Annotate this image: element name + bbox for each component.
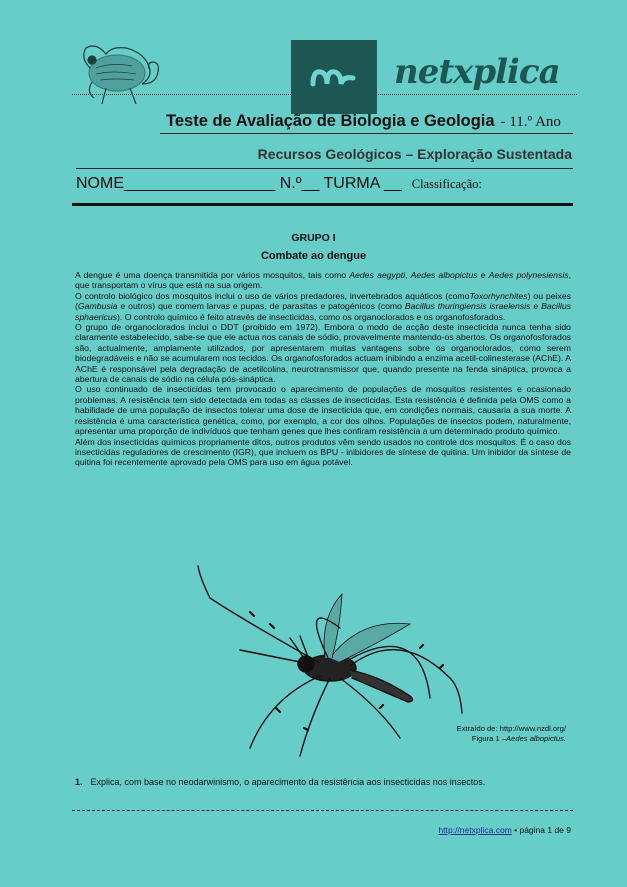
text-run: A dengue é uma doença transmitida por vários mosquitos, tais como <box>75 270 350 280</box>
section-title: Combate ao dengue <box>260 250 367 262</box>
species-name: Aedes aegypti <box>349 270 406 280</box>
question-1 <box>75 777 575 787</box>
group-title: GRUPO I <box>291 232 336 244</box>
paragraph-2 <box>75 291 571 322</box>
species-name: Toxorhynchites <box>469 290 528 301</box>
caption-species: Aedes albopictus. <box>506 733 566 743</box>
paragraph-1 <box>75 270 571 291</box>
student-info-line <box>76 175 482 193</box>
species-name: Gambusia <box>77 301 118 312</box>
question-number: 1. <box>75 777 83 787</box>
species-name: Bacillus thuringiensis israelensis <box>404 301 531 312</box>
text-run: e <box>477 270 489 280</box>
text-run: , <box>405 270 411 280</box>
netxplica-logo-mark <box>291 40 377 114</box>
subtitle-rule <box>76 168 573 169</box>
text-run: ). O controlo químico é feito através de insecticidas, como os organoclorados e os organofosforados. <box>117 311 506 322</box>
footer-dashed-rule <box>72 810 573 811</box>
caption-label: Figura 1 – <box>471 733 507 743</box>
test-subtitle: Recursos Geológicos – Exploração Sustentada <box>257 146 572 162</box>
header-thick-rule <box>72 203 573 206</box>
figure-credit <box>400 724 566 743</box>
species-name: Bacillus sphaericus <box>75 301 572 322</box>
question-text: Explica, com base no neodarwinismo, o aparecimento da resistência aos insecticidas nos insectos. <box>90 777 486 787</box>
paragraph-3: O grupo de organoclorados inclui o DDT (proibido em 1972). Embora o modo de acção deste insecticida nunca tenha sido claramente estabelecido, sabe-se que ele actua nos canais de sódio, provavelmente mantendo-os abertos. Os organofosforados são, actualmente, amplamente utilizados, por apresentarem muitas vantagens sobre os organoclorados, como serem biodegradáveis e não se acumularem nos tecidos. Os organofosforados actuam inibindo a enzima acetil-colinesterase (AChE). A AChE é responsável pela degradação de acetilcolina, neurotransmissor que, quando presente na fenda sináptica, provoca a abertura de canais de sódio na célula pós-sináptica. <box>75 322 571 385</box>
classification-label: Classificação: <box>411 177 482 191</box>
species-name: Aedes albopictus <box>410 270 478 280</box>
figure-caption <box>400 734 566 744</box>
test-title-text: Teste de Avaliação de Biologia e Geologia <box>166 112 495 130</box>
page-number: • página 1 de 9 <box>511 825 571 835</box>
text-run: , que transportam o vírus que está na sua origem. <box>75 270 572 291</box>
species-name: Aedes polynesiensis <box>488 270 569 280</box>
page-footer <box>439 825 571 835</box>
text-run: O controlo biológico dos mosquitos inclui o uso de vários predadores, invertebrados aquáticos (como <box>75 290 470 301</box>
title-rule <box>160 133 573 134</box>
chameleon-logo-icon <box>72 38 167 113</box>
wave-m-icon <box>291 40 377 114</box>
test-title <box>166 112 561 131</box>
reading-passage <box>75 270 571 468</box>
figure-source: Extraído de: http://www.nzdl.org/ <box>456 724 566 733</box>
school-year: - 11.º Ano <box>500 114 561 130</box>
site-link[interactable]: http://netxplica.com <box>438 825 512 835</box>
name-number-class-fields: NOME_________________ N.º__ TURMA __ <box>76 175 402 192</box>
paragraph-5: Além dos insecticidas químicos propriamente ditos, outros produtos vêm sendo usados no controle dos mosquitos. É o caso dos insecticidas reguladores de crescimento (IGR), que incluem os BPU - inibidores de síntese de quitina. Um inibidor da síntese de quitina foi recentemente aprovado pela OMS para uso em água potável. <box>75 436 571 468</box>
paragraph-4: O uso continuado de insecticidas tem provocado o aparecimento de populações de mosquitos resistentes e ocasionado problemas. A resistência tem sido detectada em todas as classes de insecticidas. Esta resistência é definida pela OMS como a habilidade de uma população de insectos tolerar uma dose de insecticida que, em condições normais, causaria a sua morte. A resistência é uma característica genética, como, por exemplo, a cor dos olhos. Populações de insectos podem, naturalmente, apresentar uma proporção de indivíduos que tenham genes que lhes confiram resistência a um determinado produto químico. <box>75 384 571 437</box>
text-run: ) ou peixes ( <box>75 290 571 312</box>
text-run: e <box>530 301 542 312</box>
brand-name: netxplica <box>394 52 560 92</box>
text-run: e outros) que comem larvas e pupas, de parasitas e patogénicos (como <box>117 301 405 312</box>
